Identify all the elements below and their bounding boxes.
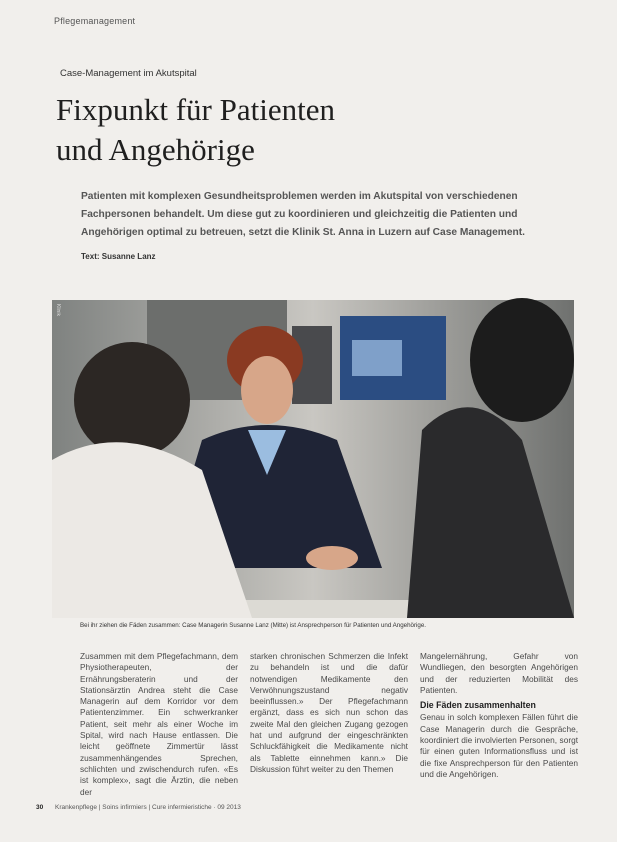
body-columns (80, 651, 578, 797)
section-label: Pflegemanagement (54, 16, 136, 26)
article-kicker: Case-Management im Akutspital (60, 68, 197, 79)
photo-credit: Klinik (55, 304, 61, 316)
body-paragraph: starken chronischen Schmerzen die Infekt zu behandeln ist und die dafür notwendigen Medikamente den Verwöhnungszustand negativ beeinflussen.» Der Pflegefachmann ergänzt, dass es sich nun schon das zweite Mal den gleichen Zugang gezogen hat und aufgrund der eingeschränkten Schluckfähigkeit die Medikamente nicht als Tablette einnehmen kann.» Die Diskussion führt weiter zu den Themen (250, 651, 408, 774)
body-column-2 (250, 651, 408, 786)
title-line-1: Fixpunkt für Patienten (56, 92, 335, 127)
footer-text: Krankenpflege | Soins infirmiers | Cure infermieristiche · 09 2013 (55, 804, 241, 811)
article-author: Text: Susanne Lanz (81, 252, 156, 261)
body-column-1 (80, 651, 238, 797)
body-paragraph: Mangelernährung, Gefahr von Wundliegen, den besorgten Angehörigen und der reduzierten Mobilität des Patienten. (420, 651, 578, 695)
body-column-3 (420, 651, 578, 786)
photo-caption: Bei ihr ziehen die Fäden zusammen: Case Managerin Susanne Lanz (Mitte) ist Ansprechperson für Patienten und Angehörige. (80, 622, 427, 629)
body-paragraph: Zusammen mit dem Pflegefachmann, dem Physiotherapeuten, der Ernährungsberaterin und der Stationsärztin Andrea steht die Case Managerin auf dem Korridor vor dem Patientenzimmer. Ein schwerkranker Patient, seit mehr als einer Woche im Spital, wird nach Hause entlassen. Die leicht geöffnete Zimmertür lässt zusammenhängendes Sprechen, schlichten und zwischendurch rufen. «Es ist komplex», sagt die Ärztin, die neben der (80, 651, 238, 797)
article-lead: Patienten mit komplexen Gesundheitsproblemen werden im Akutspital von verschiedenen Fachpersonen behandelt. Um diese gut zu koordinieren und gleichzeitig die Patienten und Angehörigen optimal zu betreuen, setzt die Klinik St. Anna in Luzern auf Case Management. (81, 191, 525, 238)
page-number: 30 (36, 804, 44, 811)
photo-illustration (52, 300, 574, 618)
page-footer (36, 804, 241, 811)
article-photo (52, 300, 574, 618)
subheading: Die Fäden zusammenhalten (420, 700, 536, 711)
body-paragraph: Genau in solch komplexen Fällen führt die Case Managerin durch die Gespräche, koordiniert die involvierten Personen, sorgt für einen guten Informationsfluss und ist die fixe Ansprechperson für den Patienten und die Angehörigen. (420, 712, 578, 779)
title-line-2: und Angehörige (56, 132, 255, 167)
article-title (56, 90, 335, 170)
